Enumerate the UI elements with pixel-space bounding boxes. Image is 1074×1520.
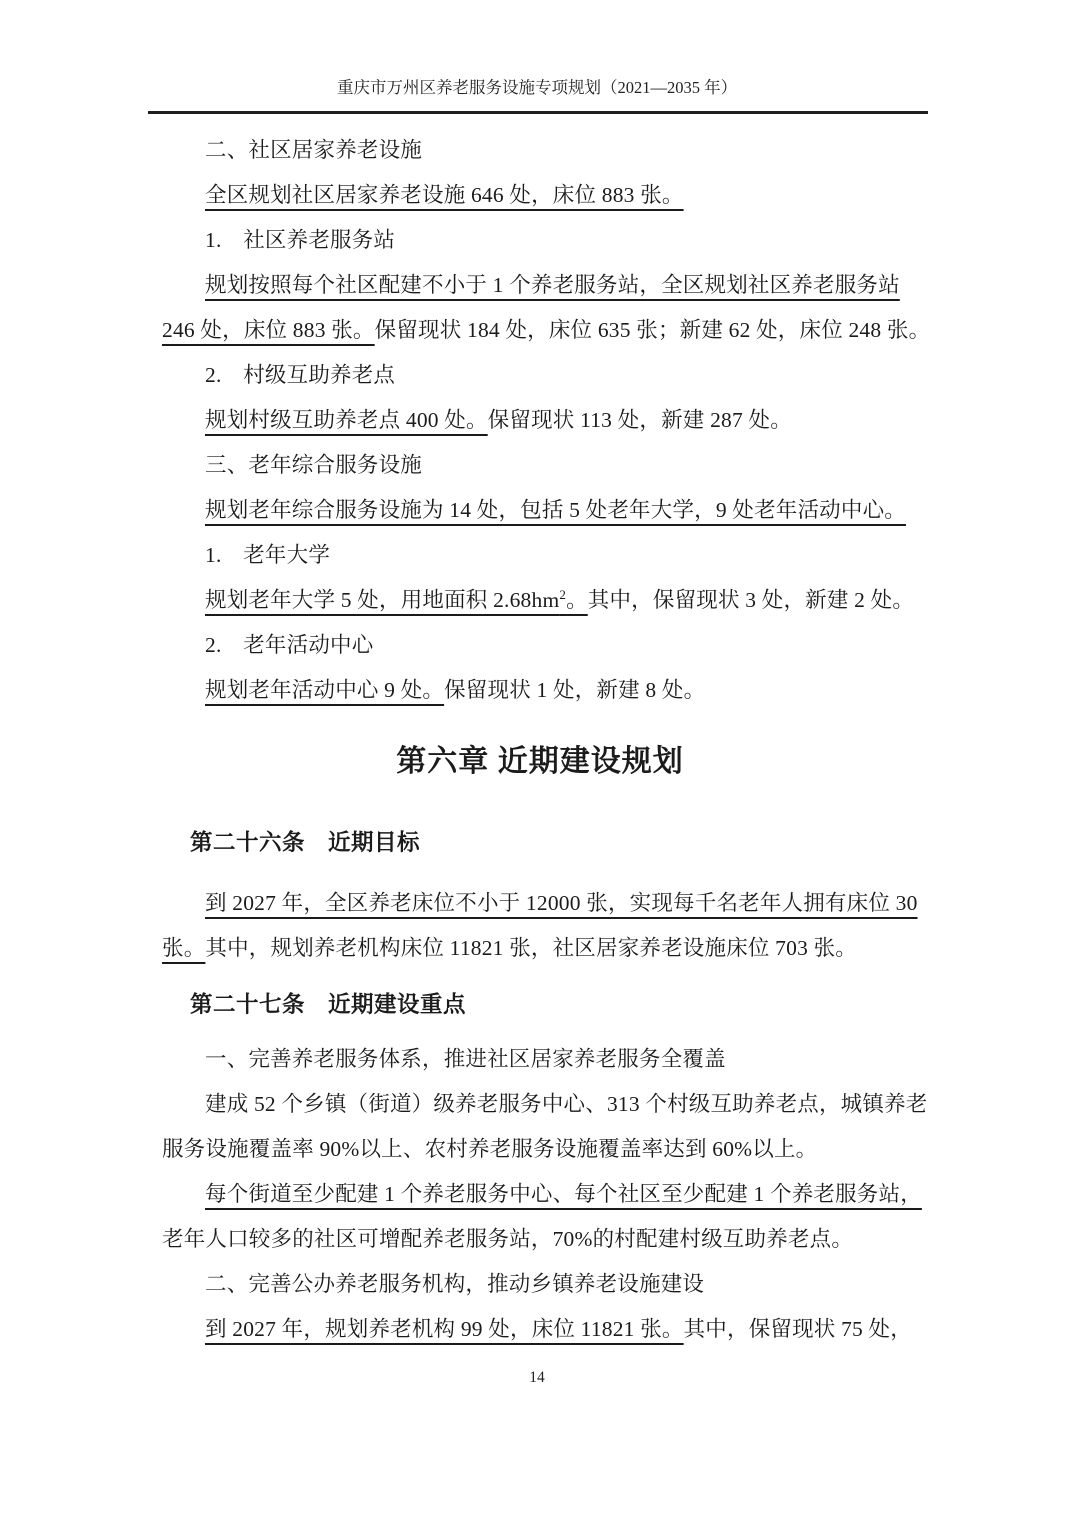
underlined-run: 规划老年活动中心 9 处。	[205, 678, 445, 702]
text-line	[162, 1082, 928, 1127]
text-run: 保留现状 1 处，新建 8 处。	[444, 678, 706, 702]
underlined-run	[205, 588, 588, 612]
text-line	[162, 263, 918, 308]
text-run: 其中，保留现状 3 处，新建 2 处。	[587, 588, 915, 612]
text-line	[162, 926, 918, 971]
chapter-heading: 第六章 近期建设规划	[396, 745, 684, 778]
underlined-run: 到 2027 年，规划养老机构 99 处，床位 11821 张。	[205, 1317, 684, 1341]
superscript-2: 2	[559, 586, 567, 602]
underlined-run: 张。	[162, 936, 206, 960]
text-line	[162, 308, 931, 353]
text-line	[162, 881, 918, 926]
text-line	[162, 1262, 918, 1307]
text-line	[162, 218, 918, 263]
page-header-title: 重庆市万州区养老服务设施专项规划（2021—2035 年）	[336, 78, 738, 97]
text-run: 保留现状 113 处，新建 287 处。	[487, 408, 792, 432]
underlined-run: 每个街道至少配建 1 个养老服务中心、每个社区至少配建 1 个养老服务站，	[205, 1182, 922, 1206]
text-line	[162, 623, 918, 668]
text-line	[162, 668, 918, 713]
underlined-run: 规划按照每个社区配建不小于 1 个养老服务站，全区规划社区养老服务站	[205, 273, 900, 297]
text-line	[162, 1172, 922, 1217]
underlined-run: 到 2027 年，全区养老床位不小于 12000 张，实现每千名老年人拥有床位 30	[205, 891, 918, 915]
text-line	[162, 578, 918, 623]
text-run: 保留现状 184 处，床位 635 张；新建 62 处，床位 248 张。	[374, 318, 931, 342]
text-run: 规划老年大学 5 处，用地面积 2.68hm	[205, 588, 560, 612]
text-run: 2. 老年活动中心	[205, 633, 374, 657]
text-run: 二、社区居家养老设施	[205, 138, 423, 162]
text-run: 。	[566, 588, 588, 612]
text-run: 服务设施覆盖率 90%以上、农村养老服务设施覆盖率达到 60%以上。	[162, 1137, 818, 1161]
text-run: 建成 52 个乡镇（街道）级养老服务中心、313 个村级互助养老点，城镇养老	[205, 1092, 928, 1116]
text-line	[162, 443, 918, 488]
text-line	[162, 1307, 918, 1352]
text-run: 三、老年综合服务设施	[205, 453, 423, 477]
section-heading-26: 第二十六条 近期目标	[190, 830, 421, 855]
text-line	[162, 128, 918, 173]
text-line	[162, 173, 918, 218]
document-body	[162, 128, 931, 1352]
underlined-run: 规划村级互助养老点 400 处。	[205, 408, 488, 432]
underlined-run: 全区规划社区居家养老设施 646 处，床位 883 张。	[205, 183, 684, 207]
text-line	[162, 488, 918, 533]
text-line	[162, 1217, 918, 1262]
text-run: 1. 社区养老服务站	[205, 228, 396, 252]
text-line	[162, 1037, 918, 1082]
text-line	[162, 1127, 918, 1172]
text-run: 老年人口较多的社区可增配养老服务站，70%的村配建村级互助养老点。	[162, 1227, 854, 1251]
text-run: 其中，保留现状 75 处，	[683, 1317, 912, 1341]
text-run: 1. 老年大学	[205, 543, 331, 567]
page-number: 14	[529, 1369, 545, 1386]
text-line	[162, 398, 918, 443]
text-line	[162, 533, 918, 578]
underlined-run: 246 处，床位 883 张。	[162, 318, 375, 342]
text-run: 一、完善养老服务体系，推进社区居家养老服务全覆盖	[205, 1047, 726, 1071]
header-rule	[148, 111, 928, 114]
section-heading-27: 第二十七条 近期建设重点	[190, 992, 467, 1017]
underlined-run: 规划老年综合服务设施为 14 处，包括 5 处老年大学，9 处老年活动中心。	[205, 498, 906, 522]
text-run: 2. 村级互助养老点	[205, 363, 396, 387]
text-run: 其中，规划养老机构床位 11821 张，社区居家养老设施床位 703 张。	[205, 936, 858, 960]
text-run: 二、完善公办养老服务机构，推动乡镇养老设施建设	[205, 1272, 705, 1296]
text-line	[162, 353, 918, 398]
